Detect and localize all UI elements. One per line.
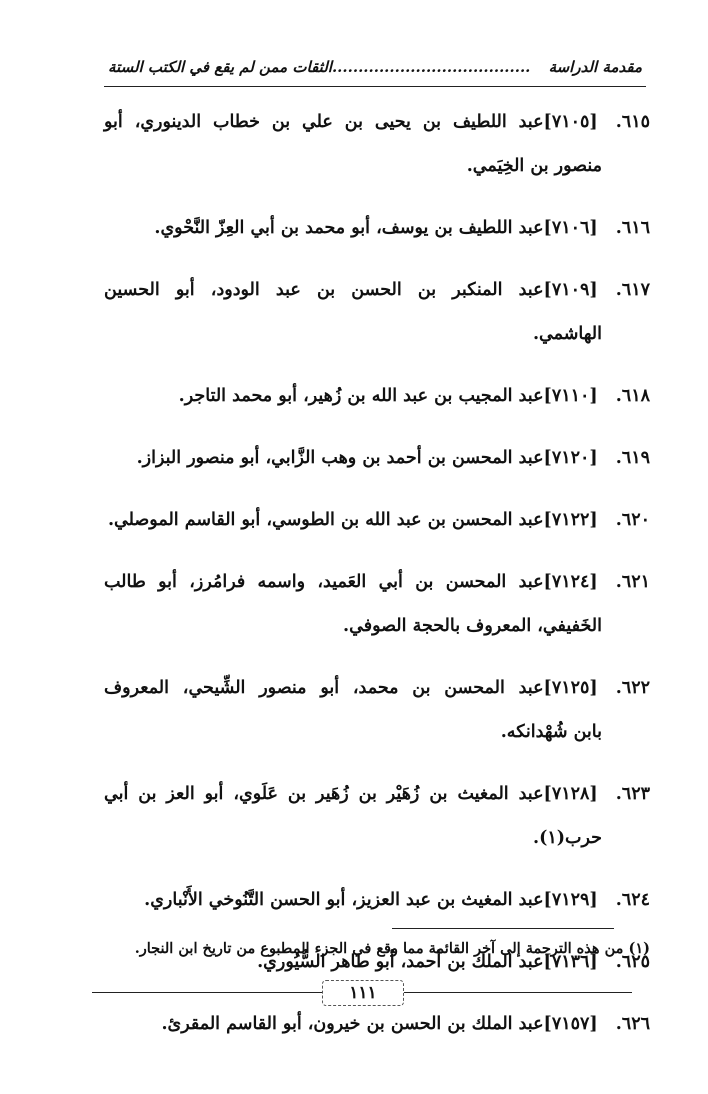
entry-number: ٦١٨. [615,386,650,406]
entry-615 [104,100,650,188]
entry-line [104,560,650,604]
entry-text: [٧١٠٩]عبد المنكبر بن الحسن بن عبد الودود، أبو الحسين [104,280,598,300]
entry-number: ٦٢٠. [615,510,650,530]
entry-continuation: الخَفيفي، المعروف بالحجة الصوفي. [343,616,602,636]
footnote-divider [392,928,614,929]
page-number: ١١١ [322,980,404,1006]
entry-continuation: منصور بن الخِيَمي. [466,156,602,176]
entry-text: [٧١٢٨]عبد المغيث بن زُهَيْر بن زُهَير بن عَلَوي، أبو العز بن أبي [104,784,598,804]
entry-text: [٧١٥٧]عبد الملك بن الحسن بن خيرون، أبو القاسم المقرئ. [161,1014,598,1034]
footnote [100,940,650,957]
entry-618 [104,374,650,418]
entry-621 [104,560,650,648]
entry-number: ٦١٩. [615,448,650,468]
entry-text: [٧١٠٦]عبد اللطيف بن يوسف، أبو محمد بن أبي العِزّ النَّحْوي. [154,218,598,238]
entry-616 [104,206,650,250]
entry-line [104,374,650,418]
entry-620 [104,498,650,542]
footnote-marker: (١) [628,940,650,957]
entry-number: ٦١٦. [615,218,650,238]
running-head-section: مقدمة الدراسة [548,58,642,76]
header-divider [104,86,646,87]
entry-617 [104,268,650,356]
entry-line [104,206,650,250]
entry-continuation: حرب(١). [532,828,602,848]
entry-line [104,878,650,922]
entry-line [104,100,650,144]
entry-continuation: الهاشمي. [532,324,602,344]
entry-number: ٦١٥. [615,112,650,132]
running-head-dots: ...................................... [331,58,531,76]
entry-text: [٧١٢٩]عبد المغيث بن عبد العزيز، أبو الحسن التَّنُوخي الأَنْباري. [144,890,598,910]
entry-number: ٦٢٢. [615,678,650,698]
running-head-topic [108,58,530,76]
entry-number: ٦٢٣. [615,784,650,804]
entry-619 [104,436,650,480]
entry-continuation: بابن شُهْدانكه. [500,722,602,742]
entry-line [104,436,650,480]
entry-622 [104,666,650,754]
running-head [108,58,642,76]
entry-text: [٧١١٠]عبد المجيب بن عبد الله بن زُهير، أبو محمد التاجر. [178,386,598,406]
entry-number: ٦٢١. [615,572,650,592]
footnote-text: من هذه الترجمة إلى آخر القائمة مما وقع في الجزء المطبوع من تاريخ ابن النجار. [134,940,624,957]
entry-line [104,498,650,542]
entry-text: [٧١٢٥]عبد المحسن بن محمد، أبو منصور الشِّيحي، المعروف [104,678,598,698]
entry-text: [٧١٠٥]عبد اللطيف بن يحيى بن علي بن خطاب الدينوري، أبو [104,112,598,132]
entry-number: ٦١٧. [615,280,650,300]
entry-line [104,666,650,710]
entry-line [104,268,650,312]
entry-623 [104,772,650,860]
entry-number: ٦٢٦. [615,1014,650,1034]
entry-number: ٦٢٥. [615,952,650,972]
entry-number: ٦٢٤. [615,890,650,910]
entry-list [104,100,650,1064]
entry-text: [٧١٢٢]عبد المحسن بن عبد الله بن الطوسي، أبو القاسم الموصلي. [107,510,598,530]
entry-text: [٧١٢٠]عبد المحسن بن أحمد بن وهب الزَّابي، أبو منصور البزاز. [136,448,598,468]
entry-624 [104,878,650,922]
entry-text: [٧١٣٦]عبد الملك بن أحمد، أبو طاهر السُّيُوري. [257,952,598,972]
running-head-topic-text: الثقات ممن لم يقع في الكتب الستة [108,58,332,76]
entry-text: [٧١٢٤]عبد المحسن بن أبي العَميد، واسمه فرامُرز، أبو طالب [104,572,598,592]
entry-line [104,772,650,816]
entry-line [104,1002,650,1046]
entry-626 [104,1002,650,1046]
